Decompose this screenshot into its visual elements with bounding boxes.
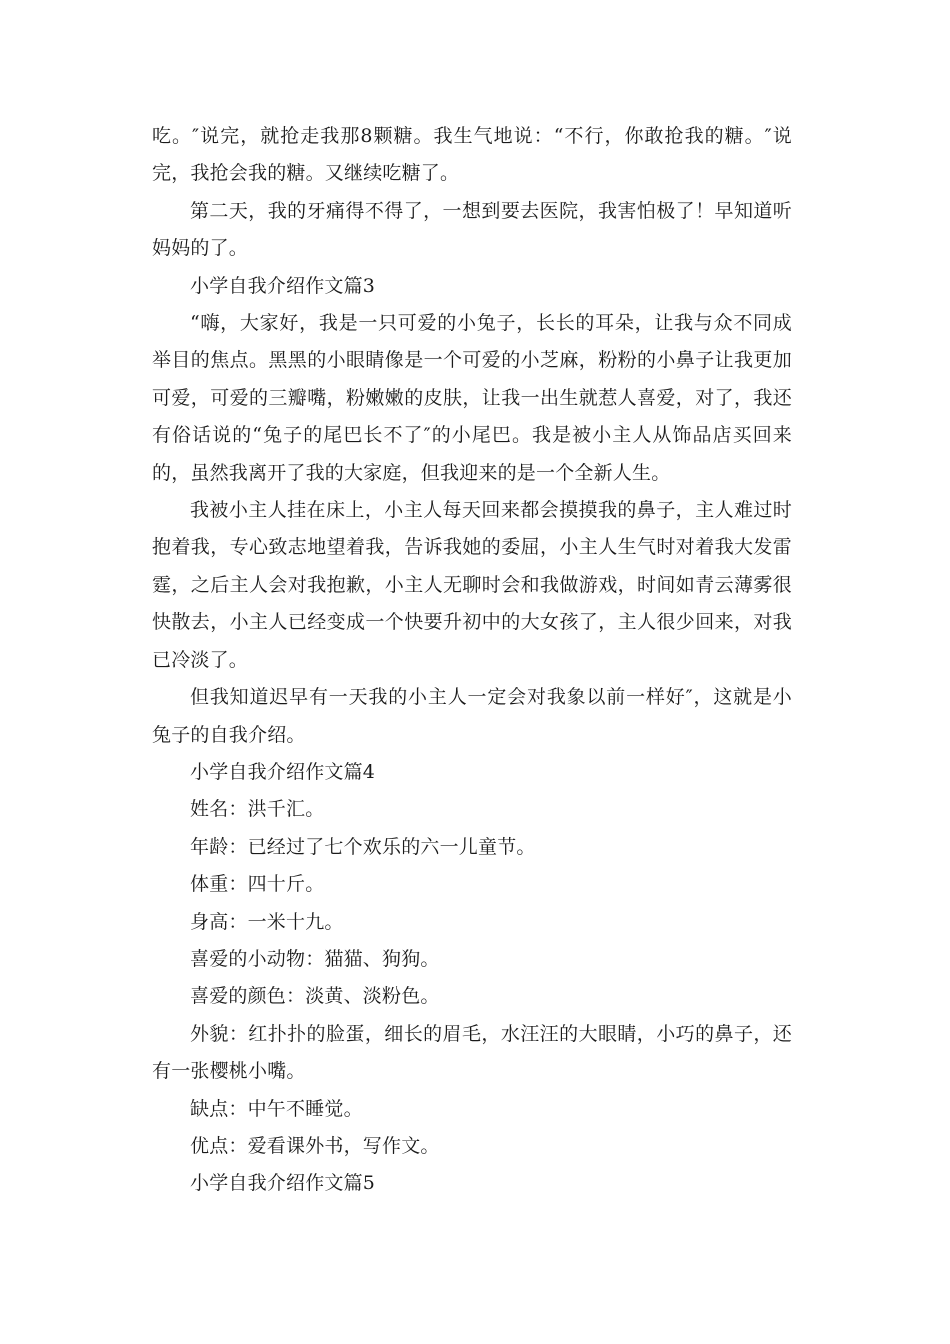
document-page bbox=[152, 118, 792, 1203]
profile-line-appearance: 外貌：红扑扑的脸蛋，细长的眉毛，水汪汪的大眼睛，小巧的鼻子，还有一张樱桃小嘴。 bbox=[152, 1022, 792, 1083]
profile-line-weight: 体重：四十斤。 bbox=[190, 873, 325, 896]
profile-line-strength: 优点：爱看课外书，写作文。 bbox=[190, 1134, 440, 1157]
section-heading: 小学自我介绍作文篇3 bbox=[190, 274, 376, 297]
paragraph: “嗨，大家好，我是一只可爱的小兔子，长长的耳朵，让我与众不同成举目的焦点。黑黑的小眼睛像是一个可爱的小芝麻，粉粉的小鼻子让我更加可爱，可爱的三瓣嘴，粉嫩嫩的皮肤，让我一出生就惹人喜爱，对了，我还有俗话说的“兔子的尾巴长不了″的小尾巴。我是被小主人从饰品店买回来的，虽然我离开了我的大家庭，但我迎来的是一个全新人生。 bbox=[152, 312, 792, 484]
profile-line-favorite-animals: 喜爱的小动物：猫猫、狗狗。 bbox=[190, 947, 440, 970]
paragraph: 吃。″说完，就抢走我那8颗糖。我生气地说：“不行，你敢抢我的糖。″说完，我抢会我的糖。又继续吃糖了。 bbox=[152, 125, 792, 185]
profile-line-favorite-colors: 喜爱的颜色：淡黄、淡粉色。 bbox=[190, 985, 440, 1008]
paragraph: 第二天，我的牙痛得不得了，一想到要去医院，我害怕极了！早知道听妈妈的了。 bbox=[152, 199, 792, 260]
paragraph: 我被小主人挂在床上，小主人每天回来都会摸摸我的鼻子，主人难过时抱着我，专心致志地望着我，告诉我她的委屈，小主人生气时对着我大发雷霆，之后主人会对我抱歉，小主人无聊时会和我做游戏，时间如青云薄雾很快散去，小主人已经变成一个快要升初中的大女孩了，主人很少回来，对我已冷淡了。 bbox=[152, 499, 792, 671]
profile-line-age: 年龄：已经过了七个欢乐的六一儿童节。 bbox=[190, 835, 536, 858]
profile-line-weakness: 缺点：中午不睡觉。 bbox=[190, 1097, 363, 1120]
section-heading: 小学自我介绍作文篇5 bbox=[190, 1172, 376, 1195]
profile-line-height: 身高：一米十九。 bbox=[190, 910, 344, 933]
section-heading: 小学自我介绍作文篇4 bbox=[190, 760, 376, 783]
profile-line-name: 姓名：洪千汇。 bbox=[190, 798, 325, 821]
paragraph: 但我知道迟早有一天我的小主人一定会对我象以前一样好″，这就是小兔子的自我介绍。 bbox=[152, 686, 792, 746]
